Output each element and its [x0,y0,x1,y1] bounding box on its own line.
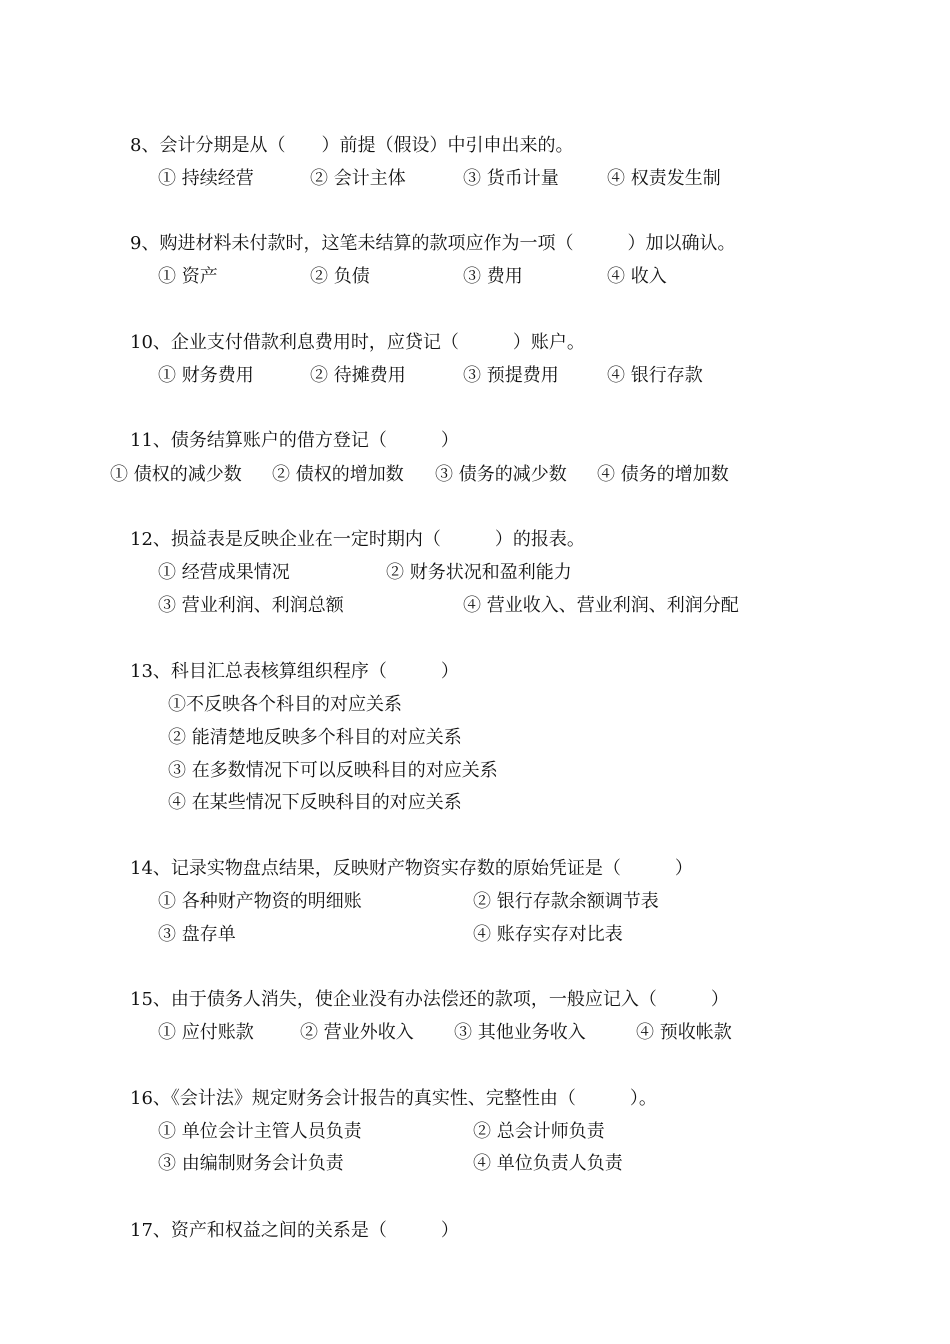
question-13-option-4: ④ 在某些情况下反映科目的对应关系 [168,792,462,813]
question-14-option-4: ④ 账存实存对比表 [473,924,623,945]
question-10-option-4: ④ 银行存款 [607,365,703,386]
question-17-stem: 17、资产和权益之间的关系是（ ） [130,1220,459,1241]
question-12-option-4: ④ 营业收入、营业利润、利润分配 [463,595,739,616]
question-8-option-1: ① 持续经营 [158,168,254,189]
question-13-stem: 13、科目汇总表核算组织程序（ ） [130,661,459,682]
question-12-option-1: ① 经营成果情况 [158,562,290,583]
question-9-option-4: ④ 收入 [607,266,667,287]
question-14-option-2: ② 银行存款余额调节表 [473,891,659,912]
question-10-option-1: ① 财务费用 [158,365,254,386]
question-8-option-3: ③ 货币计量 [463,168,559,189]
question-8-option-4: ④ 权责发生制 [607,168,721,189]
question-11-option-3: ③ 债务的减少数 [435,464,567,485]
question-10-option-3: ③ 预提费用 [463,365,559,386]
question-13-option-3: ③ 在多数情况下可以反映科目的对应关系 [168,760,498,781]
question-14-stem: 14、记录实物盘点结果，反映财产物资实存数的原始凭证是（ ） [130,858,693,879]
question-16-option-3: ③ 由编制财务会计负责 [158,1153,344,1174]
question-11-option-2: ② 债权的增加数 [272,464,404,485]
question-11-option-1: ① 债权的减少数 [110,464,242,485]
question-12-option-2: ② 财务状况和盈利能力 [386,562,572,583]
question-15-option-4: ④ 预收帐款 [636,1022,732,1043]
question-15-option-3: ③ 其他业务收入 [454,1022,586,1043]
question-9-option-1: ① 资产 [158,266,218,287]
question-16-option-1: ① 单位会计主管人员负责 [158,1121,362,1142]
question-15-option-2: ② 营业外收入 [300,1022,414,1043]
question-14-option-1: ① 各种财产物资的明细账 [158,891,362,912]
question-8-option-2: ② 会计主体 [310,168,406,189]
question-9-stem: 9、购进材料未付款时，这笔未结算的款项应作为一项（ ）加以确认。 [130,233,736,254]
question-11-stem: 11、债务结算账户的借方登记（ ） [130,430,459,451]
question-11-option-4: ④ 债务的增加数 [597,464,729,485]
question-10-option-2: ② 待摊费用 [310,365,406,386]
question-9-option-2: ② 负债 [310,266,370,287]
question-13-option-1: ①不反映各个科目的对应关系 [168,694,402,715]
question-12-option-3: ③ 营业利润、利润总额 [158,595,344,616]
question-13-option-2: ② 能清楚地反映多个科目的对应关系 [168,727,462,748]
question-9-option-3: ③ 费用 [463,266,523,287]
question-15-option-1: ① 应付账款 [158,1022,254,1043]
question-12-stem: 12、损益表是反映企业在一定时期内（ ）的报表。 [130,529,585,550]
question-14-option-3: ③ 盘存单 [158,924,236,945]
question-8-stem: 8、会计分期是从（ ）前提（假设）中引申出来的。 [130,135,574,156]
question-16-option-4: ④ 单位负责人负责 [473,1153,623,1174]
question-16-stem: 16、《会计法》规定财务会计报告的真实性、完整性由（ ）。 [130,1088,657,1109]
question-15-stem: 15、由于债务人消失，使企业没有办法偿还的款项，一般应记入（ ） [130,989,729,1010]
question-10-stem: 10、企业支付借款利息费用时，应贷记（ ）账户。 [130,332,585,353]
question-16-option-2: ② 总会计师负责 [473,1121,605,1142]
